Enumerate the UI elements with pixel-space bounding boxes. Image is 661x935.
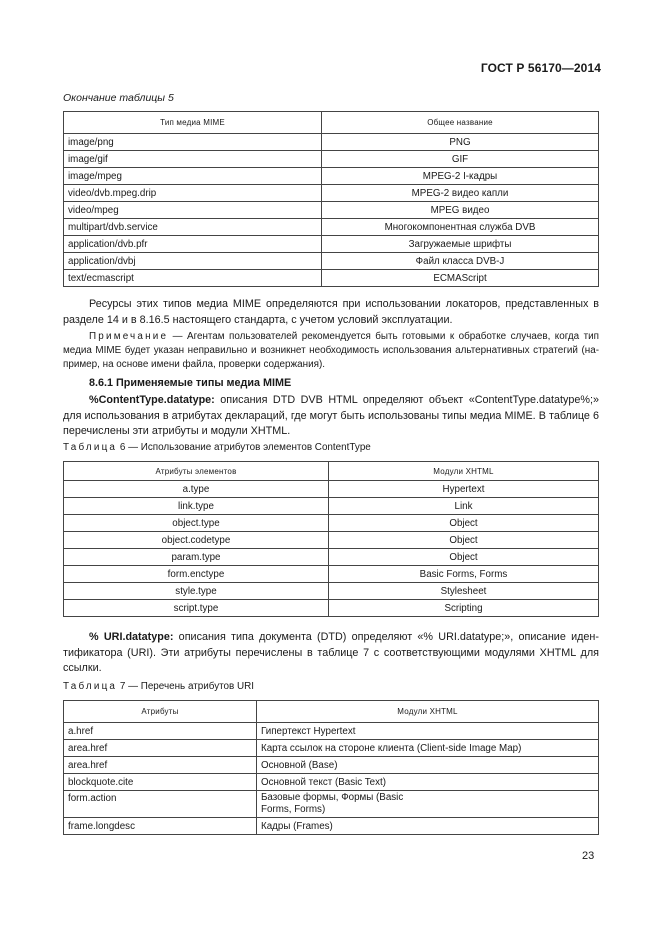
table-row — [64, 151, 599, 168]
term-uri: % URI.datatype: — [89, 631, 174, 643]
column-header: Атрибуты — [64, 701, 257, 723]
table-cell: Файл класса DVB-J — [322, 253, 599, 270]
table-cell: image/gif — [64, 151, 322, 168]
table-cell: Кадры (Frames) — [257, 818, 599, 835]
table-cell-wrapped: Базовые формы, Формы (Basic Forms, Forms) — [261, 792, 404, 815]
table-cell: frame.longdesc — [64, 818, 257, 835]
table-5 — [63, 111, 599, 287]
table-header-row — [64, 112, 599, 134]
table-cell: a.href — [64, 723, 257, 740]
table-row — [64, 515, 599, 532]
table-cell: Link — [329, 498, 599, 515]
table7-caption-text: 7 — Перечень атрибутов URI — [117, 681, 255, 692]
paragraph-uri-text: описания типа документа (DTD) определяют «% URI.datatype;», описание идентификатора (URI). Эти атрибуты перечислены в таблице 7 с соответствующими модулями XHTML для ссылки. — [63, 631, 599, 674]
table-cell: MPEG-2 I-кадры — [322, 168, 599, 185]
table-cell: MPEG-2 видео капли — [322, 185, 599, 202]
paragraph-contenttype — [63, 393, 599, 440]
column-header: Тип медиа MIME — [64, 112, 322, 134]
table-cell: area.href — [64, 757, 257, 774]
table-row — [64, 134, 599, 151]
table-6 — [63, 461, 599, 617]
table-cell: Scripting — [329, 600, 599, 617]
table6-caption-text: 6 — Использование атрибутов элементов ContentType — [117, 442, 371, 453]
table7-caption-label: Таблица — [63, 681, 118, 692]
paragraph-resources: Ресурсы этих типов медиа MIME определяются при использовании локаторов, представленных в разделе 14 и в 8.16.5 настоящего стандарта, с учетом условий эксплуатации. — [63, 298, 599, 326]
table-row — [64, 723, 599, 740]
table-cell: text/ecmascript — [64, 270, 322, 287]
table-row — [64, 600, 599, 617]
table-row — [64, 791, 599, 818]
table-header-row — [64, 701, 599, 723]
table-cell: form.action — [64, 791, 257, 818]
table-cell: video/mpeg — [64, 202, 322, 219]
page-number: 23 — [582, 850, 595, 862]
table-cell: application/dvb.pfr — [64, 236, 322, 253]
table-cell: Object — [329, 515, 599, 532]
table-row — [64, 566, 599, 583]
term-contenttype: %ContentType.datatype: — [89, 394, 215, 406]
table6-caption-label: Таблица — [63, 442, 118, 453]
table7-caption — [63, 681, 254, 692]
table-cell: Object — [329, 549, 599, 566]
table-cell: blockquote.cite — [64, 774, 257, 791]
table-cell: style.type — [64, 583, 329, 600]
table-row — [64, 818, 599, 835]
table-cell: Hypertext — [329, 481, 599, 498]
table5-continuation-caption: Окончание таблицы 5 — [63, 92, 174, 104]
table-row — [64, 774, 599, 791]
table-row — [64, 583, 599, 600]
table-cell: Basic Forms, Forms — [329, 566, 599, 583]
table-header-row — [64, 462, 599, 481]
table-cell: object.type — [64, 515, 329, 532]
table-cell: area.href — [64, 740, 257, 757]
table-row — [64, 253, 599, 270]
table-cell: Основной (Base) — [257, 757, 599, 774]
note-paragraph — [63, 330, 599, 372]
table-cell: image/mpeg — [64, 168, 322, 185]
table-row — [64, 236, 599, 253]
table-cell: image/png — [64, 134, 322, 151]
table-row — [64, 202, 599, 219]
column-header: Модули XHTML — [257, 701, 599, 723]
paragraph-uri — [63, 630, 599, 677]
table-cell: param.type — [64, 549, 329, 566]
table-cell: form.enctype — [64, 566, 329, 583]
table-cell: Основной текст (Basic Text) — [257, 774, 599, 791]
table-cell: GIF — [322, 151, 599, 168]
table-cell: link.type — [64, 498, 329, 515]
table-cell: ECMAScript — [322, 270, 599, 287]
table-cell: video/dvb.mpeg.drip — [64, 185, 322, 202]
table-cell: Карта ссылок на стороне клиента (Client-side Image Map) — [257, 740, 599, 757]
table-cell: Загружаемые шрифты — [322, 236, 599, 253]
document-header: ГОСТ Р 56170—2014 — [480, 61, 601, 75]
note-label: Примечание — [89, 331, 169, 342]
table-cell: script.type — [64, 600, 329, 617]
table-row — [64, 168, 599, 185]
column-header: Общее название — [322, 112, 599, 134]
section-heading: 8.6.1 Применяемые типы медиа MIME — [89, 377, 292, 389]
table-row — [64, 532, 599, 549]
table-row — [64, 498, 599, 515]
table-cell: application/dvbj — [64, 253, 322, 270]
table-row — [64, 481, 599, 498]
table-row — [64, 740, 599, 757]
table-row — [64, 219, 599, 236]
table-row — [64, 270, 599, 287]
table-row — [64, 757, 599, 774]
table-cell: a.type — [64, 481, 329, 498]
table-cell — [257, 791, 599, 818]
table-cell: Object — [329, 532, 599, 549]
table-7 — [63, 700, 599, 835]
column-header: Модули XHTML — [329, 462, 599, 481]
table-cell: object.codetype — [64, 532, 329, 549]
table-cell: multipart/dvb.service — [64, 219, 322, 236]
paragraph-contenttype-text: описания DTD DVB HTML определяют объект «ContentType.datatype%;» для использования в атрибутах деклараций, где могут быть использованы типы медиа MIME. В таблице 6 перечислены эти атрибуты и модули XHTML. — [63, 394, 599, 437]
table-cell: Stylesheet — [329, 583, 599, 600]
table-cell: PNG — [322, 134, 599, 151]
table-cell: MPEG видео — [322, 202, 599, 219]
column-header: Атрибуты элементов — [64, 462, 329, 481]
table-cell: Многокомпонентная служба DVB — [322, 219, 599, 236]
table-cell: Гипертекст Hypertext — [257, 723, 599, 740]
note-text: — Агентам пользователей рекомендуется быть готовыми к обработке случаев, когда тип медиа MIME будет указан неправильно и возникнет необходимость использования альтернативных стратегий (например, на основе имени файла, проверки содержания). — [63, 331, 599, 370]
table-row — [64, 185, 599, 202]
table6-caption — [63, 442, 371, 453]
table-row — [64, 549, 599, 566]
